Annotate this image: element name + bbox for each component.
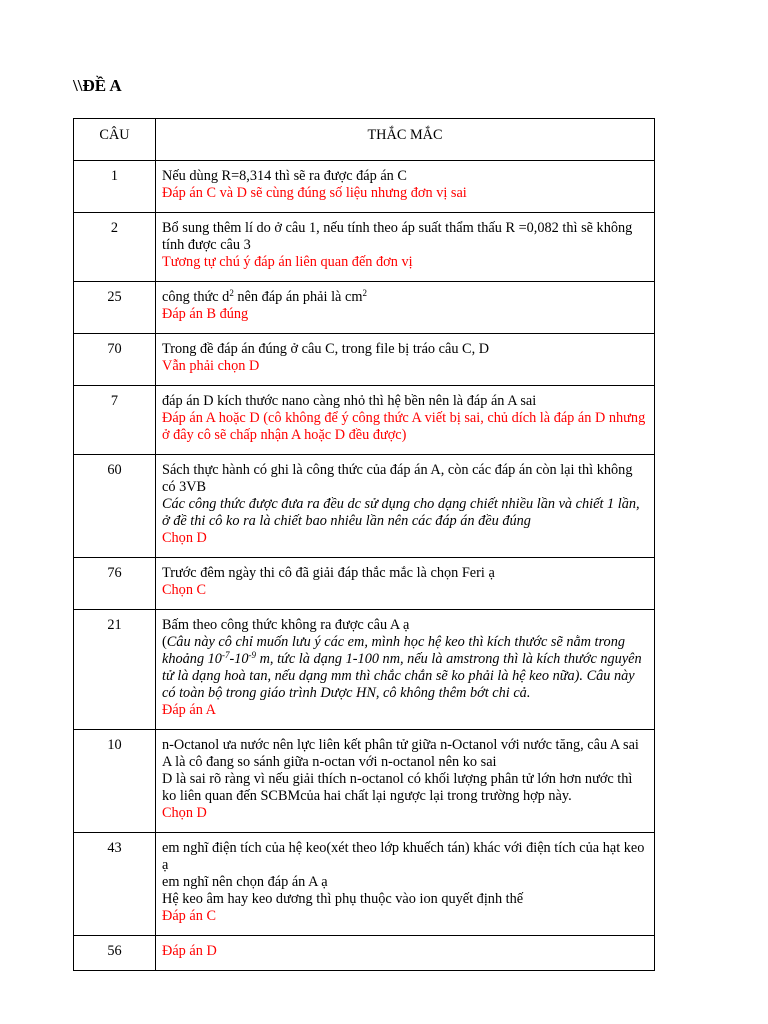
question-content: [156, 558, 655, 610]
questions-table: [73, 118, 655, 971]
superscript-text: -9: [248, 650, 257, 660]
question-number: 43: [74, 833, 156, 936]
content-line: [162, 462, 646, 496]
question-content: [156, 161, 655, 213]
question-number: 25: [74, 282, 156, 334]
answer-line: [162, 908, 646, 925]
text-run: Đáp án A hoặc D (cô không để ý công thức A viết bị sai, chủ dích là đáp án D nhưng ở đây cô sẽ chấp nhận A hoặc D đều được): [162, 410, 646, 443]
text-run: công thức d: [162, 289, 230, 305]
text-run: A là cô đang so sánh giữa n-octan với n-octanol nên ko sai: [162, 754, 497, 770]
table-body: [74, 161, 655, 971]
text-run: Đáp án C: [162, 908, 216, 924]
content-line: [162, 393, 646, 410]
text-run: Bổ sung thêm lí do ở câu 1, nếu tính theo áp suất thẩm thấu R =0,082 thì sẽ không tính được câu 3: [162, 220, 633, 253]
text-run: Trong đề đáp án đúng ở câu C, trong file bị tráo câu C, D: [162, 341, 490, 357]
text-run: -10: [229, 651, 249, 667]
table-row: [74, 936, 655, 971]
text-run: Trước đêm ngày thi cô đã giải đáp thắc mắc là chọn Feri ạ: [162, 565, 495, 581]
table-row: [74, 833, 655, 936]
text-run: Sách thực hành có ghi là công thức của đáp án A, còn các đáp án còn lại thì không có 3VB: [162, 462, 633, 495]
question-content: [156, 730, 655, 833]
question-content: [156, 936, 655, 971]
question-content: [156, 386, 655, 455]
content-line: [162, 874, 646, 891]
content-line: [162, 565, 646, 582]
question-number: 2: [74, 213, 156, 282]
text-run: nên đáp án phải là cm: [233, 289, 363, 305]
text-run: đáp án D kích thước nano càng nhỏ thì hệ bền nên là đáp án A sai: [162, 393, 537, 409]
answer-line: [162, 306, 646, 323]
question-number: 1: [74, 161, 156, 213]
text-run: Chọn C: [162, 582, 207, 598]
text-run: n-Octanol ưa nước nên lực liên kết phân tử giữa n-Octanol với nước tăng, câu A sai: [162, 737, 639, 753]
question-number: 76: [74, 558, 156, 610]
content-line: [162, 168, 646, 185]
content-line: [162, 496, 646, 530]
text-run: em nghĩ điện tích của hệ keo(xét theo lớp khuếch tán) khác với điện tích của hạt keo ạ: [162, 840, 645, 873]
answer-line: [162, 805, 646, 822]
text-run: Đáp án C và D sẽ cùng đúng số liệu nhưng đơn vị sai: [162, 185, 467, 201]
content-line: [162, 840, 646, 874]
text-run: Các công thức được đưa ra đều dc sử dụng cho dạng chiết nhiều lần và chiết 1 lần, ở đề thi cô ko ra là chiết bao nhiêu lần nên các đáp án đều đúng: [162, 496, 640, 529]
table-row: [74, 213, 655, 282]
text-run: D là sai rõ ràng vì nếu giải thích n-octanol có khối lượng phân tử lớn hơn nước thì ko liên quan đến SCBMcủa hai chất lại ngược lại trong trường hợp này.: [162, 771, 633, 804]
answer-line: [162, 358, 646, 375]
text-run: Đáp án B đúng: [162, 306, 249, 322]
content-line: [162, 289, 646, 306]
table-row: [74, 730, 655, 833]
answer-line: [162, 410, 646, 444]
table-row: [74, 334, 655, 386]
question-content: [156, 282, 655, 334]
text-run: Chọn D: [162, 530, 207, 546]
question-number: 21: [74, 610, 156, 730]
superscript-text: 2: [229, 288, 234, 298]
answer-line: [162, 582, 646, 599]
column-header-question: CÂU: [74, 119, 156, 161]
question-number: 60: [74, 455, 156, 558]
content-line: [162, 754, 646, 771]
question-content: [156, 213, 655, 282]
text-run: m, tức là dạng 1-100 nm, nếu là amstrong thì là kích thước nguyên tử là dạng hoà tan, nếu dạng mm thì chắc chắn sẽ ko phải là hệ keo nữa). Câu này có toàn bộ trong giáo trình Dược HN, cô không thêm bớt chi cả.: [162, 651, 642, 701]
question-number: 10: [74, 730, 156, 833]
answer-line: [162, 943, 646, 960]
question-number: 70: [74, 334, 156, 386]
text-run: Hệ keo âm hay keo dương thì phụ thuộc vào ion quyết định thế: [162, 891, 524, 907]
table-row: [74, 161, 655, 213]
text-run: Vẫn phải chọn D: [162, 358, 260, 374]
table-header-row: [74, 119, 655, 161]
answer-line: [162, 185, 646, 202]
answer-line: [162, 254, 646, 271]
text-run: Đáp án D: [162, 943, 217, 959]
question-content: [156, 334, 655, 386]
answer-line: [162, 530, 646, 547]
text-run: Nếu dùng R=8,314 thì sẽ ra được đáp án C: [162, 168, 407, 184]
text-run: Chọn D: [162, 805, 207, 821]
question-content: [156, 610, 655, 730]
question-number: 56: [74, 936, 156, 971]
text-run: (: [162, 634, 167, 650]
answer-line: [162, 702, 646, 719]
table-row: [74, 610, 655, 730]
text-run: Bấm theo công thức không ra được câu A ạ: [162, 617, 410, 633]
content-line: [162, 617, 646, 634]
question-content: [156, 833, 655, 936]
table-row: [74, 558, 655, 610]
content-line: [162, 220, 646, 254]
text-run: Câu này cô chỉ muốn lưu ý các em, mình học hệ keo thì kích thước sẽ nằm trong khoảng 10: [162, 634, 626, 667]
table-row: [74, 386, 655, 455]
page-title: \\ĐỀ A: [73, 76, 122, 95]
table-row: [74, 455, 655, 558]
text-run: Đáp án A: [162, 702, 216, 718]
content-line: [162, 737, 646, 754]
content-line: [162, 771, 646, 805]
content-line: [162, 891, 646, 908]
text-run: em nghĩ nên chọn đáp án A ạ: [162, 874, 328, 890]
table-row: [74, 282, 655, 334]
content-line: [162, 341, 646, 358]
superscript-text: -7: [221, 650, 230, 660]
superscript-text: 2: [362, 288, 367, 298]
question-content: [156, 455, 655, 558]
column-header-query: THẮC MẮC: [156, 119, 655, 161]
question-number: 7: [74, 386, 156, 455]
text-run: Tương tự chú ý đáp án liên quan đến đơn vị: [162, 254, 413, 270]
content-line: [162, 634, 646, 702]
